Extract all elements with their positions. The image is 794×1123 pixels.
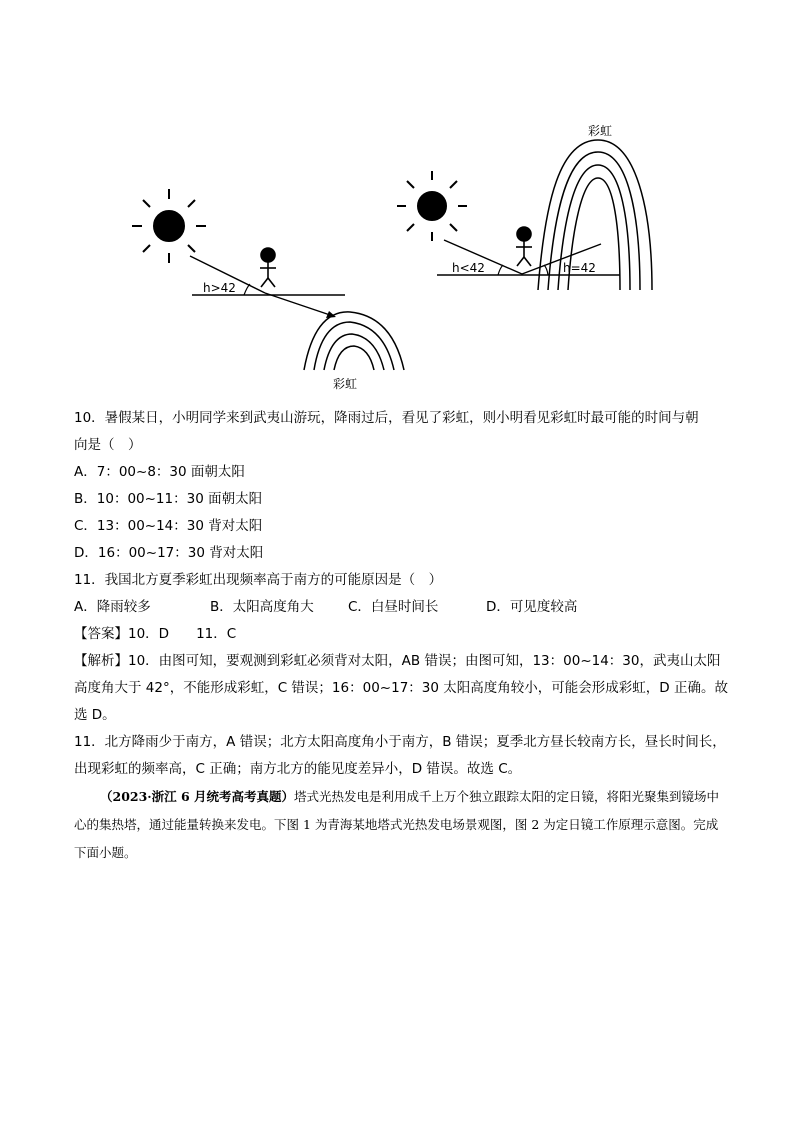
q10-option-d: D．16：00~17：30 背对太阳: [74, 545, 264, 561]
right-angle-left-label: h<42: [452, 261, 485, 275]
q11-stem: 11．我国北方夏季彩虹出现频率高于南方的可能原因是（ ）: [74, 572, 443, 588]
question-content: [74, 405, 728, 867]
left-angle-label: h>42: [203, 281, 236, 295]
q10-option-a: A．7：00~8：30 面朝太阳: [74, 464, 245, 480]
left-sun-icon: [132, 189, 206, 263]
left-angle-arc: [244, 284, 250, 295]
rainbow-diagram: [0, 0, 794, 400]
next-question-source: （2023·浙江 6 月统考高考真题）: [100, 789, 295, 804]
left-rainbow-arcs: [304, 312, 404, 370]
q11-option-a: A．降雨较多: [74, 599, 151, 615]
right-person-icon: [516, 227, 532, 266]
analysis-q10-line3: 选 D。: [74, 707, 116, 723]
right-sun-icon: [397, 171, 467, 241]
answer-text: 10．D 11．C: [128, 626, 237, 642]
analysis-q10-line2: 高度角大于 42°，不能形成彩虹，C 错误；16：00~17：30 太阳高度角较小，可能会形成彩虹，D 正确。故: [74, 680, 728, 696]
analysis-q11-line2: 出现彩虹的频率高，C 正确；南方北方的能见度差异小，D 错误。故选 C。: [74, 761, 522, 777]
next-question-intro: [74, 783, 724, 867]
q11-option-c: C．白昼时间长: [348, 599, 439, 615]
answer-line: [74, 621, 724, 648]
analysis-q11-line1: 11．北方降雨少于南方，A 错误；北方太阳高度角小于南方，B 错误；夏季北方昼长较南方长，昼长时间长，: [74, 734, 726, 750]
right-rainbow-label: 彩虹: [588, 124, 613, 138]
q10-option-c: C．13：00~14：30 背对太阳: [74, 518, 263, 534]
right-angle-right-label: h=42: [563, 261, 596, 275]
right-angle-arc-left: [498, 265, 503, 275]
left-rainbow-label: 彩虹: [333, 377, 358, 391]
rainbow-figure: [0, 0, 794, 400]
left-reflected-ray: [265, 293, 333, 316]
analysis-line1: [74, 648, 724, 675]
q10-stem-line2: 向是（ ）: [74, 437, 142, 453]
analysis-q10-line1: 10．由图可知，要观测到彩虹必须背对太阳，AB 错误；由图可知，13：00~14：30，武夷山太阳: [128, 653, 721, 669]
answer-label: 【答案】: [74, 626, 128, 642]
analysis-label: 【解析】: [74, 653, 128, 669]
q10-stem-line1: 10．暑假某日，小明同学来到武夷山游玩，降雨过后，看见了彩虹，则小明看见彩虹时最可能的时间与朝: [74, 410, 699, 426]
q11-options: [74, 594, 724, 621]
left-person-icon: [260, 248, 276, 287]
q11-option-d: D．可见度较高: [486, 599, 578, 615]
next-question-text: 塔式光热发电是利用成千上万个独立跟踪太阳的定日镜，将阳光聚集到镜场中心的集热塔，通过能量转换来发电。下图 1 为青海某地塔式光热发电场景观图，图 2 为定日镜工作原理示意图。完成下面小题。: [74, 789, 720, 860]
q11-option-b: B．太阳高度角大: [210, 599, 314, 615]
q10-option-b: B．10：00~11：30 面朝太阳: [74, 491, 263, 507]
right-angle-arc-right: [544, 265, 548, 275]
